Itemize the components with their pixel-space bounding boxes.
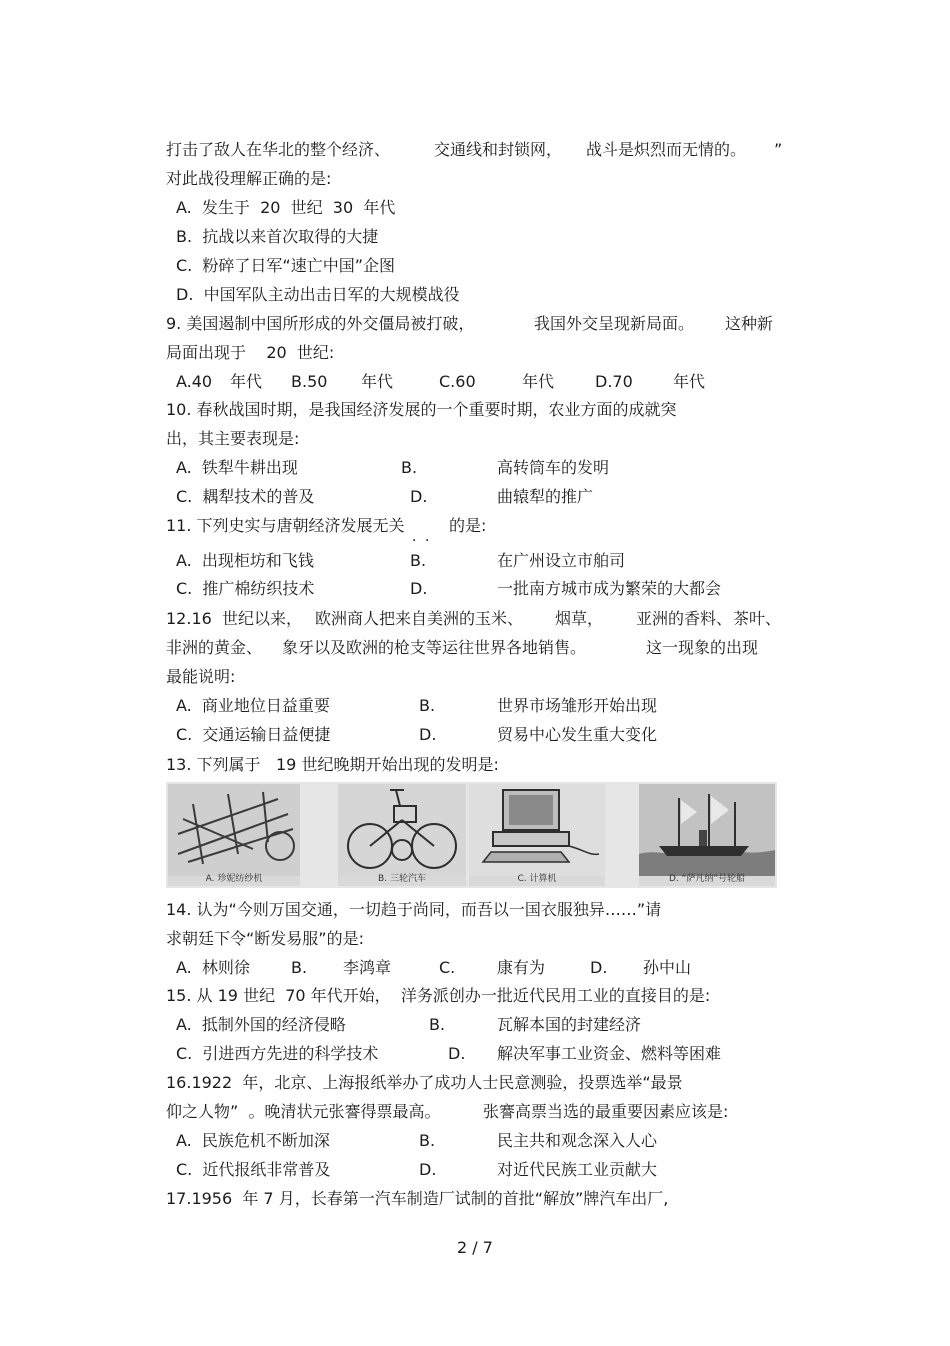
q13-image-strip [166, 782, 777, 888]
q9-option-c: C.60 [439, 372, 476, 391]
q10-line2: 出，其主要表现是: [166, 429, 300, 448]
q13-caption-a: A. 珍妮纺纱机 [205, 874, 263, 884]
q10-option-b-letter: B. [401, 458, 418, 477]
q14-option-d-text: 孙中山 [643, 958, 692, 977]
q12-line1-part5: 茶叶、 [733, 609, 782, 628]
q12-line3: 最能说明: [166, 667, 236, 686]
q10-option-d-text: 曲辕犁的推广 [497, 487, 594, 506]
q12-line2-part2: 象牙以及欧洲的枪支等运往世界各地销售。 [282, 638, 587, 657]
q9-line1-part1: 9. 美国遏制中国所形成的外交僵局被打破， [166, 314, 475, 333]
q12-line2-part3: 这一现象的出现 [646, 638, 759, 657]
q11-stem-part1: 11. 下列史实与唐朝经济发展无关 [166, 516, 405, 535]
q13-image-c [469, 784, 605, 886]
q16-line2-part2: 张謇高票当选的最重要因素应该是: [483, 1102, 729, 1121]
q15-line1: 15. 从 19 世纪 70 年代开始， 洋务派创办一批近代民用工业的直接目的是: [166, 986, 711, 1005]
q8-line1-part3: 战斗是炽烈而无情的。 [586, 140, 747, 159]
q13-caption-c: C. 计算机 [517, 874, 557, 884]
q12-option-b-text: 世界市场雏形开始出现 [497, 696, 658, 715]
q15-option-a: A. 抵制外国的经济侵略 [176, 1015, 346, 1034]
q12-option-d-letter: D. [419, 725, 437, 744]
q11-option-b-text: 在广州设立市舶司 [497, 551, 626, 570]
q16-option-b-text: 民主共和观念深入人心 [497, 1131, 658, 1150]
q16-line1: 16.1922 年，北京、上海报纸举办了成功人士民意测验，投票选举“最景 [166, 1073, 683, 1092]
q12-option-b-letter: B. [419, 696, 436, 715]
q8-line1-part4: ” [774, 140, 783, 159]
q12-option-d-text: 贸易中心发生重大变化 [497, 725, 658, 744]
q9-option-a: A.40 [176, 372, 213, 391]
q10-line1: 10. 春秋战国时期，是我国经济发展的一个重要时期，农业方面的成就突 [166, 400, 677, 419]
q17-line1: 17.1956 年 7 月，长春第一汽车制造厂试制的首批“解放”牌汽车出厂, [166, 1189, 669, 1208]
q11-emphasis-dots: ．． [412, 529, 445, 545]
q8-option-b: B. 抗战以来首次取得的大捷 [176, 227, 379, 246]
q13-caption-b: B. 三轮汽车 [378, 874, 426, 884]
q16-option-a: A. 民族危机不断加深 [176, 1131, 330, 1150]
q12-line1-part2: 欧洲商人把来自美洲的玉米、 [315, 609, 524, 628]
q9-option-a-unit: 年代 [230, 372, 263, 391]
q15-option-d-letter: D. [448, 1044, 466, 1063]
q11-option-a: A. 出现柜坊和飞钱 [176, 551, 314, 570]
q9-line2: 局面出现于 20 世纪: [166, 343, 335, 362]
q10-option-d-letter: D. [410, 487, 428, 506]
q13-stem-part1: 13. 下列属于 [166, 755, 261, 774]
q13-stem-part2: 19 世纪晚期开始出现的发明是: [276, 755, 499, 774]
q10-option-b-text: 高转筒车的发明 [497, 458, 610, 477]
q13-image-a [168, 784, 300, 886]
q8-option-a: A. 发生于 20 世纪 30 年代 [176, 198, 396, 217]
q15-option-b-text: 瓦解本国的封建经济 [497, 1015, 642, 1034]
q12-option-c: C. 交通运输日益便捷 [176, 725, 331, 744]
computer-icon [469, 784, 605, 876]
q12-line1-part3: 烟草， [555, 609, 604, 628]
q14-line1: 14. 认为“今则万国交通，一切趋于尚同，而吾以一国衣服独异……”请 [166, 900, 662, 919]
q9-line1-part2: 我国外交呈现新局面。 [534, 314, 695, 333]
q9-option-b-unit: 年代 [361, 372, 394, 391]
q14-option-b-text: 李鸿章 [343, 958, 392, 977]
spinning-jenny-icon [168, 784, 300, 876]
q15-option-b-letter: B. [429, 1015, 446, 1034]
q16-option-b-letter: B. [419, 1131, 436, 1150]
q9-option-c-unit: 年代 [522, 372, 555, 391]
q13-image-d [639, 784, 775, 886]
q14-option-c-text: 康有为 [497, 958, 546, 977]
q15-option-c: C. 引进西方先进的科学技术 [176, 1044, 379, 1063]
page-number: 2 / 7 [457, 1238, 493, 1257]
q8-option-c: C. 粉碎了日军“速亡中国”企图 [176, 256, 396, 275]
q14-option-d-letter: D. [590, 958, 608, 977]
q11-option-d-letter: D. [410, 579, 428, 598]
q16-line2-part1: 仰之人物” 。晚清状元张謇得票最高。 [166, 1102, 441, 1121]
tricycle-car-icon [338, 784, 466, 876]
q8-line1-part1: 打击了敌人在华北的整个经济、 [166, 140, 391, 159]
q12-line1-part4: 亚洲的香料、 [636, 609, 733, 628]
q13-caption-d: D. “萨凡纳”号轮船 [669, 874, 745, 884]
q16-option-d-letter: D. [419, 1160, 437, 1179]
q14-line2: 求朝廷下令“断发易服”的是: [166, 929, 364, 948]
q9-option-d-unit: 年代 [673, 372, 706, 391]
q11-stem-part2: 的是: [449, 516, 487, 535]
q9-option-b: B.50 [291, 372, 328, 391]
q14-option-b-letter: B. [291, 958, 308, 977]
q10-option-a: A. 铁犁牛耕出现 [176, 458, 298, 477]
q14-option-a: A. 林则徐 [176, 958, 250, 977]
q12-option-a: A. 商业地位日益重要 [176, 696, 330, 715]
q11-option-c: C. 推广棉纺织技术 [176, 579, 315, 598]
q11-option-b-letter: B. [410, 551, 427, 570]
q9-line1-part3: 这种新 [725, 314, 774, 333]
steamship-icon [639, 784, 775, 876]
q9-option-d: D.70 [595, 372, 633, 391]
q13-image-b [338, 784, 466, 886]
q11-option-d-text: 一批南方城市成为繁荣的大都会 [497, 579, 722, 598]
q12-line2-part1: 非洲的黄金、 [166, 638, 263, 657]
q8-option-d: D. 中国军队主动出击日军的大规模战役 [176, 285, 460, 304]
q16-option-d-text: 对近代民族工业贡献大 [497, 1160, 658, 1179]
q10-option-c: C. 耦犁技术的普及 [176, 487, 315, 506]
q8-line2: 对此战役理解正确的是: [166, 169, 332, 188]
q14-option-c-letter: C. [439, 958, 456, 977]
q8-line1-part2: 交通线和封锁网， [434, 140, 563, 159]
q12-line1-part1: 12.16 世纪以来， [166, 609, 302, 628]
q15-option-d-text: 解决军事工业资金、燃料等困难 [497, 1044, 722, 1063]
q16-option-c: C. 近代报纸非常普及 [176, 1160, 331, 1179]
